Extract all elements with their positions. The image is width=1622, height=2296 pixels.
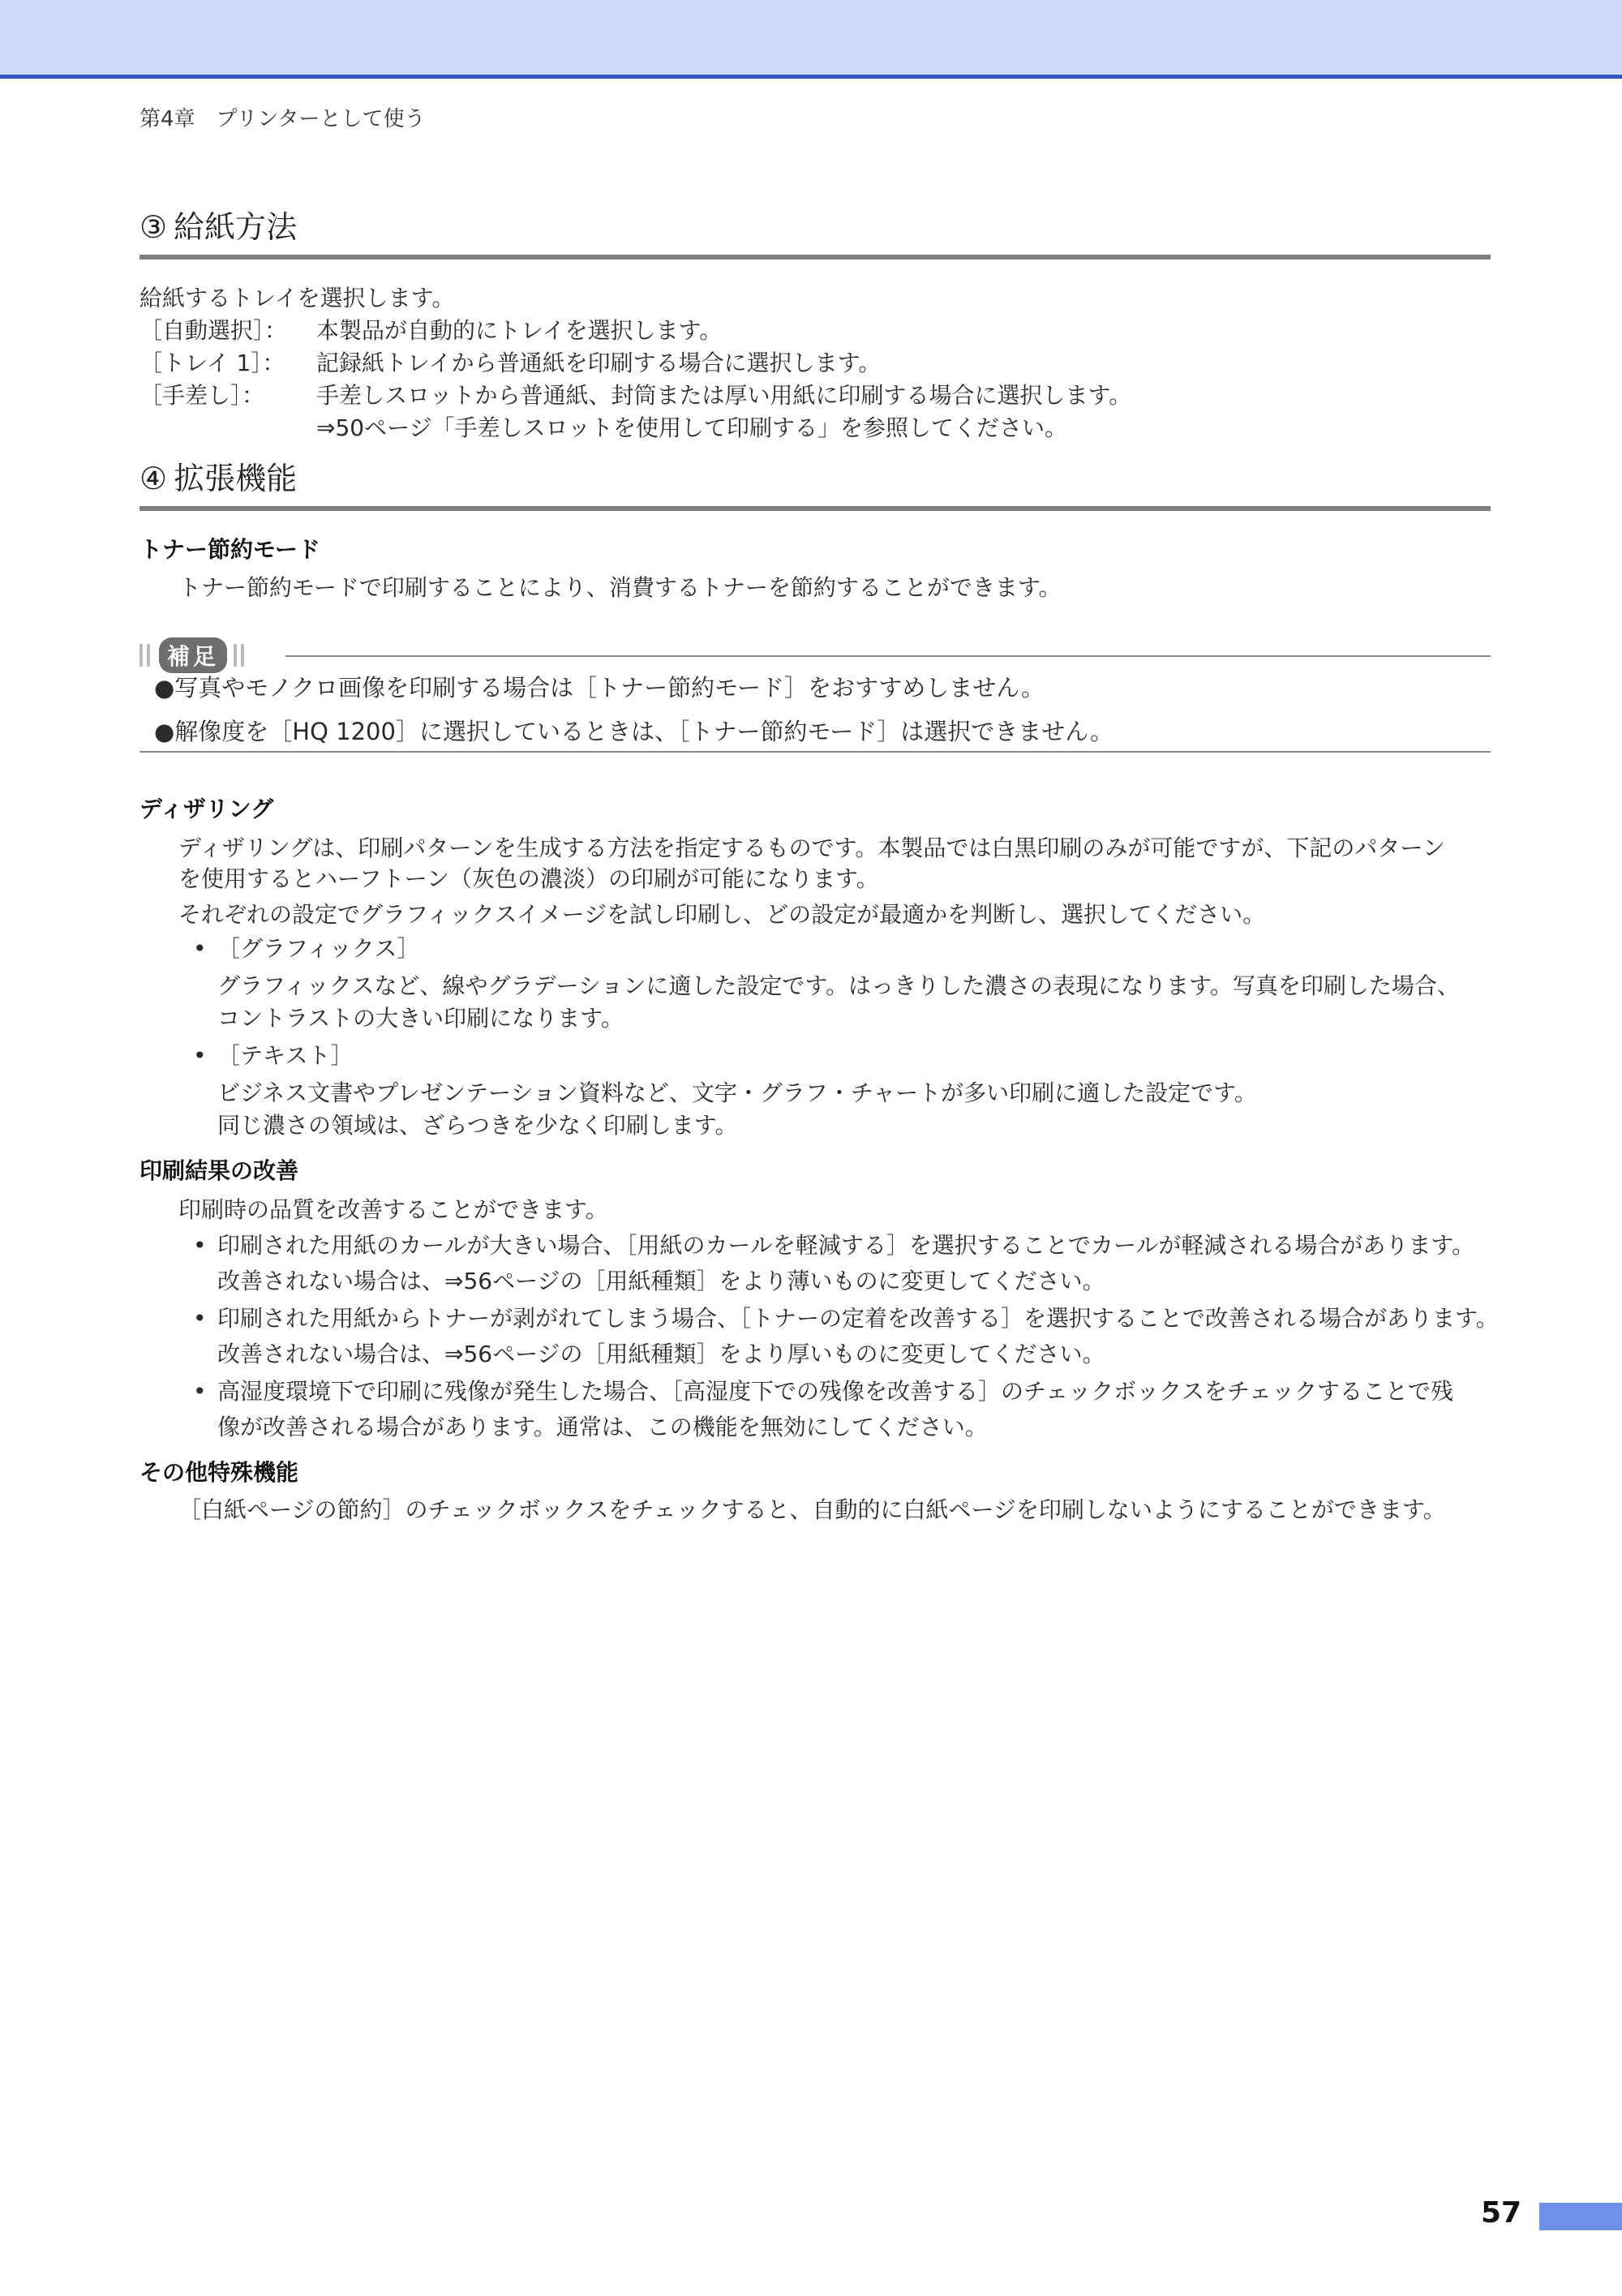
note-rule (285, 655, 1491, 657)
note-badge (139, 637, 247, 673)
list-item-text: 改善されない場合は、⇒56ページの［用紙種類］をより薄いものに変更してください。 (217, 1268, 1105, 1294)
other-features-text: ［白紙ページの節約］のチェックボックスをチェックすると、自動的に白紙ページを印刷しないようにすることができます。 (178, 1496, 1446, 1523)
list-item (193, 1375, 1454, 1408)
section-paper-source (139, 209, 1491, 260)
header-band (0, 0, 1622, 75)
cross-reference: ⇒50ページ「手差しスロットを使用して印刷する」を参照してください。 (316, 414, 1067, 441)
option-term: ［トレイ 1］： (139, 350, 285, 376)
list-item-text: 改善されない場合は、⇒56ページの［用紙種類］をより厚いものに変更してください。 (217, 1341, 1105, 1367)
tray-option (139, 380, 1131, 412)
print-improve-intro: 印刷時の品質を改善することができます。 (178, 1196, 608, 1223)
dithering-text: ディザリングは、印刷パターンを生成する方法を指定するものです。本製品では白黒印刷のみが可能ですが、下記のパターン (178, 835, 1445, 861)
toner-save-heading: トナー節約モード (139, 536, 320, 563)
section-number: ③ (139, 209, 168, 245)
note-line: ●解像度を［HQ 1200］に選択しているときは、［トナー節約モード］は選択できません。 (154, 718, 1114, 745)
bullet-icon: • (193, 1305, 207, 1332)
option-desc: 記録紙トレイから普通紙を印刷する場合に選択します。 (316, 350, 882, 376)
tray-option (139, 347, 1131, 380)
section-heading (139, 461, 1491, 511)
option-term: ［自動選択］： (139, 317, 288, 344)
dithering-text: それぞれの設定でグラフィックスイメージを試し印刷し、どの設定が最適かを判断し、選択してください。 (178, 901, 1266, 928)
bullet-icon: • (193, 1232, 207, 1259)
print-improve-heading: 印刷結果の改善 (139, 1157, 299, 1184)
option-desc: 本製品が自動的にトレイを選択します。 (316, 317, 723, 344)
bullet-icon: • (193, 1378, 207, 1405)
list-item-text: 印刷された用紙のカールが大きい場合、［用紙のカールを軽減する］を選択することでカールが軽減される場合があります。 (217, 1232, 1475, 1259)
note-label: 補足 (159, 637, 227, 673)
dithering-heading: ディザリング (139, 796, 274, 822)
tray-option (139, 315, 1131, 347)
bullet-icon: • (193, 1042, 207, 1069)
option-desc: グラフィックスなど、線やグラデーションに適した設定です。はっきりした濃さの表現になります。写真を印刷した場合、 (217, 972, 1460, 999)
option-desc: 手差しスロットから普通紙、封筒または厚い用紙に印刷する場合に選択します。 (316, 382, 1132, 409)
list-item-text: 印刷された用紙からトナーが剥がれてしまう場合、［トナーの定着を改善する］を選択することで改善される場合があります。 (217, 1305, 1499, 1332)
note-box (139, 637, 1491, 753)
header-rule (0, 75, 1622, 79)
option-term: ［手差し］： (139, 382, 265, 409)
option-desc: コントラストの大きい印刷になります。 (217, 1005, 624, 1032)
option-label: ［テキスト］ (217, 1042, 354, 1069)
tray-option (139, 412, 1131, 444)
note-bottom-rule (139, 751, 1491, 753)
section-advanced (139, 461, 1491, 511)
option-desc: ビジネス文書やプレゼンテーション資料など、文字・グラフ・チャートが多い印刷に適した設定です。 (217, 1079, 1257, 1106)
list-item (193, 1230, 1475, 1262)
section-title: 給紙方法 (174, 209, 298, 245)
section-number: ④ (139, 461, 168, 496)
option-desc: 同じ濃さの領域は、ざらつきを少なく印刷します。 (217, 1112, 738, 1139)
page-number: 57 (1481, 2196, 1522, 2229)
bullet-icon: • (193, 935, 207, 962)
toner-save-text: トナー節約モードで印刷することにより、消費するトナーを節約することができます。 (178, 574, 1062, 601)
page-tab (1539, 2203, 1622, 2230)
list-item (193, 1302, 1499, 1335)
list-item-text: 高湿度環境下で印刷に残像が発生した場合、［高湿度下での残像を改善する］のチェックボックスをチェックすることで残 (217, 1378, 1454, 1405)
section-heading (139, 209, 1491, 260)
list-item (193, 933, 420, 965)
chapter-title: 第4章 プリンターとして使う (139, 107, 426, 131)
note-line: ●写真やモノクロ画像を印刷する場合は［トナー節約モード］をおすすめしません。 (154, 674, 1045, 702)
option-label: ［グラフィックス］ (217, 935, 420, 962)
section-intro: 給紙するトレイを選択します。 (139, 285, 455, 311)
list-item (193, 1040, 354, 1072)
option-term (139, 412, 316, 444)
list-item-text: 像が改善される場合があります。通常は、この機能を無効にしてください。 (217, 1414, 988, 1440)
other-features-heading: その他特殊機能 (139, 1459, 299, 1486)
dithering-text: を使用するとハーフトーン（灰色の濃淡）の印刷が可能になります。 (178, 865, 879, 892)
section-title: 拡張機能 (174, 461, 298, 496)
tray-option-list (139, 315, 1131, 444)
